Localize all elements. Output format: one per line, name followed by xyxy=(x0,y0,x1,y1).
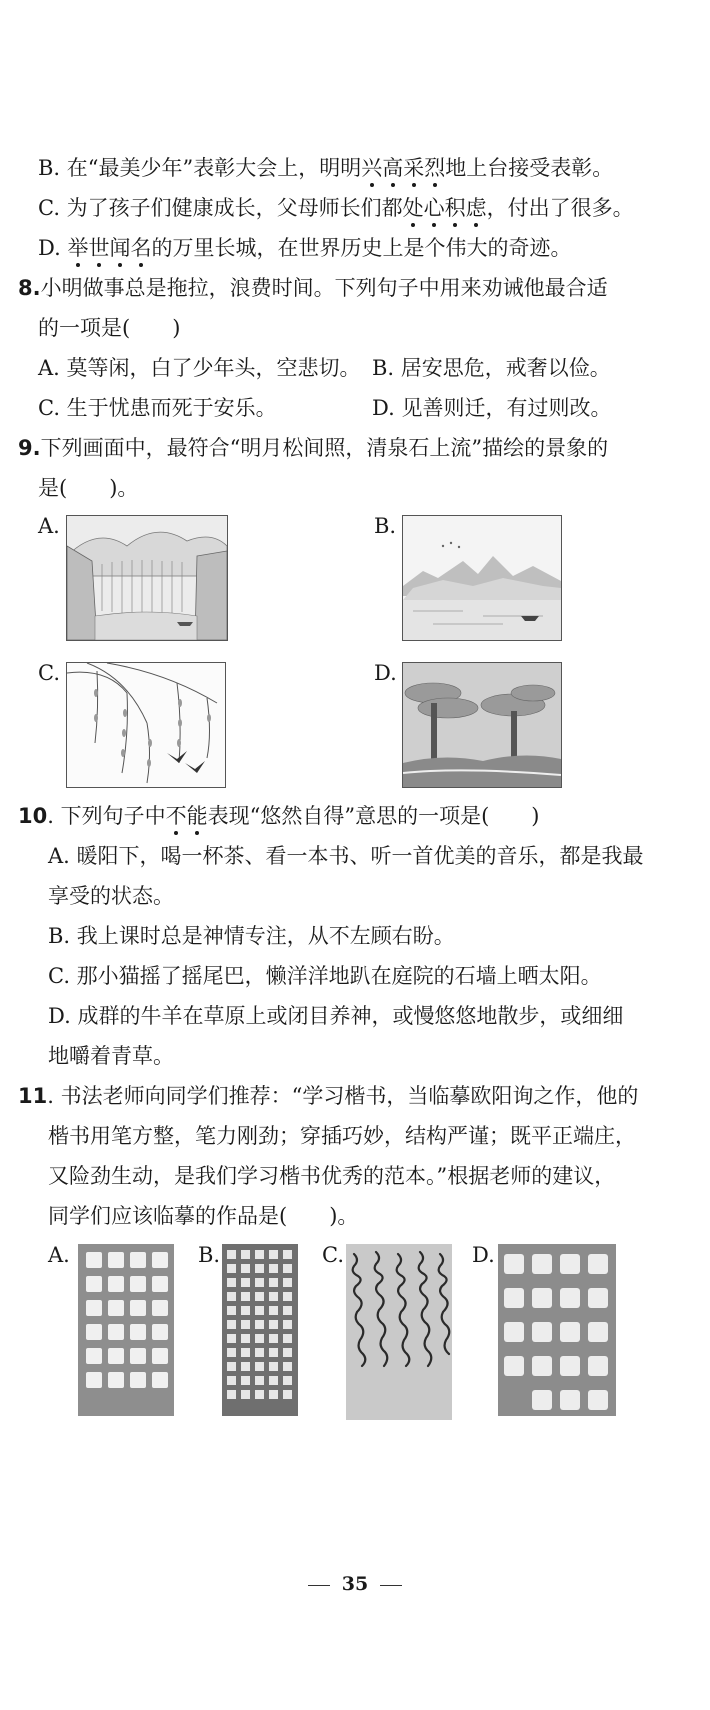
q9-label-c: C. xyxy=(38,661,60,685)
dotted-char: 不 xyxy=(165,804,187,828)
q7-option-d-pre: D. xyxy=(38,236,68,260)
q7-option-c-dotted xyxy=(403,196,487,220)
calligraphy-cursive-c-icon xyxy=(346,1244,452,1420)
page-number-dash-right xyxy=(380,1585,402,1586)
q9-image-a[interactable] xyxy=(66,515,228,641)
q10-option-b[interactable]: B. 我上课时总是神情专注，从不左顾右盼。 xyxy=(48,924,455,948)
q9-image-b[interactable] xyxy=(402,515,562,641)
q11-stem-line2: 楷书用笔方整，笔力刚劲；穿插巧妙，结构严谨；既平正端庄， xyxy=(48,1124,636,1148)
page-number-text: 35 xyxy=(341,1573,369,1595)
question-number: 11 xyxy=(18,1084,48,1108)
q7-option-d-dotted xyxy=(67,236,151,260)
pine-moon-stream-scene-icon xyxy=(403,663,561,787)
q11-label-d: D. xyxy=(472,1243,495,1267)
calligraphy-rubbing-d-icon xyxy=(498,1244,616,1416)
q7-option-d xyxy=(38,233,571,263)
q11-sample-c[interactable] xyxy=(346,1244,452,1420)
dotted-char: 名 xyxy=(130,236,152,260)
q9-stem-line1 xyxy=(18,433,608,463)
q11-label-b: B. xyxy=(198,1243,221,1267)
q7-option-b-dotted xyxy=(361,156,445,180)
q8-option-d[interactable]: D. 见善则迁，有过则改。 xyxy=(372,396,612,420)
q8-stem-line2: 的一项是( ) xyxy=(38,316,181,340)
q8-option-c[interactable]: C. 生于忧患而死于安乐。 xyxy=(38,396,277,420)
dotted-char: 处 xyxy=(402,196,424,220)
q10-option-d-line2: 地嚼着青草。 xyxy=(48,1044,174,1068)
q11-sample-a[interactable] xyxy=(78,1244,174,1416)
waterfall-scene-icon xyxy=(67,516,227,640)
q10-stem-dotted xyxy=(166,804,208,828)
dotted-char: 高 xyxy=(382,156,404,180)
q8-stem-line1 xyxy=(18,273,608,303)
q7-option-b-pre: B. 在“最美少年”表彰大会上，明明 xyxy=(38,156,362,180)
q7-option-c xyxy=(38,193,634,223)
q9-label-d: D. xyxy=(374,661,397,685)
q8-option-b[interactable]: B. 居安思危，戒奢以俭。 xyxy=(372,356,611,380)
q11-stem-text: . 书法老师向同学们推荐：“学习楷书，当临摹欧阳询之作，他的 xyxy=(47,1084,639,1108)
q7-option-b xyxy=(38,153,613,183)
q9-label-b: B. xyxy=(374,514,397,538)
page-number xyxy=(0,1573,710,1595)
q11-label-a: A. xyxy=(48,1243,70,1267)
dotted-char: 举 xyxy=(67,236,89,260)
q7-option-d-post: 的万里长城，在世界历史上是个伟大的奇迹。 xyxy=(151,236,572,260)
calligraphy-rubbing-b-icon xyxy=(222,1244,298,1416)
q10-option-c[interactable]: C. 那小猫摇了摇尾巴，懒洋洋地趴在庭院的石墙上晒太阳。 xyxy=(48,964,602,988)
q9-stem-line2: 是( )。 xyxy=(38,476,139,500)
q10-stem-post: 表现“悠然自得”意思的一项是( ) xyxy=(207,804,540,828)
q9-label-a: A. xyxy=(38,514,60,538)
q9-image-d[interactable] xyxy=(402,662,562,788)
q9-stem-text: 下列画面中，最符合“明月松间照，清泉石上流”描绘的景象的 xyxy=(40,436,609,460)
dotted-char: 采 xyxy=(403,156,425,180)
q7-option-c-post: ，付出了很多。 xyxy=(486,196,634,220)
q9-image-c[interactable] xyxy=(66,662,226,788)
misty-lake-scene-icon xyxy=(403,516,561,640)
dotted-char: 积 xyxy=(444,196,466,220)
q10-stem-pre: . 下列句子中 xyxy=(47,804,166,828)
q11-sample-d[interactable] xyxy=(498,1244,616,1416)
dotted-char: 能 xyxy=(186,804,208,828)
page-number-dash-left xyxy=(308,1585,330,1586)
q10-stem xyxy=(18,801,539,831)
dotted-char: 心 xyxy=(423,196,445,220)
dotted-char: 虑 xyxy=(465,196,487,220)
q8-option-a[interactable]: A. 莫等闲，白了少年头，空悲切。 xyxy=(38,356,361,380)
q7-option-b-post: 地上台接受表彰。 xyxy=(445,156,614,180)
q10-option-a-line1[interactable]: A. 暖阳下，喝一杯茶、看一本书、听一首优美的音乐，都是我最 xyxy=(48,844,644,868)
q11-stem-line4: 同学们应该临摹的作品是( )。 xyxy=(48,1204,359,1228)
question-number: 10 xyxy=(18,804,48,828)
q11-stem-line3: 又险劲生动，是我们学习楷书优秀的范本。”根据老师的建议， xyxy=(48,1164,616,1188)
calligraphy-rubbing-a-icon xyxy=(78,1244,174,1416)
question-number: 9. xyxy=(18,436,41,460)
dotted-char: 闻 xyxy=(109,236,131,260)
q11-label-c: C. xyxy=(322,1243,344,1267)
q11-stem-line1 xyxy=(18,1081,638,1111)
q10-option-a-line2: 享受的状态。 xyxy=(48,884,174,908)
question-number: 8. xyxy=(18,276,41,300)
willow-swallow-scene-icon xyxy=(67,663,225,787)
dotted-char: 烈 xyxy=(424,156,446,180)
dotted-char: 世 xyxy=(88,236,110,260)
q7-option-c-pre: C. 为了孩子们健康成长，父母师长们都 xyxy=(38,196,403,220)
q11-sample-b[interactable] xyxy=(222,1244,298,1416)
q8-stem-text: 小明做事总是拖拉，浪费时间。下列句子中用来劝诫他最合适 xyxy=(40,276,608,300)
q10-option-d-line1[interactable]: D. 成群的牛羊在草原上或闭目养神，或慢悠悠地散步，或细细 xyxy=(48,1004,624,1028)
dotted-char: 兴 xyxy=(361,156,383,180)
